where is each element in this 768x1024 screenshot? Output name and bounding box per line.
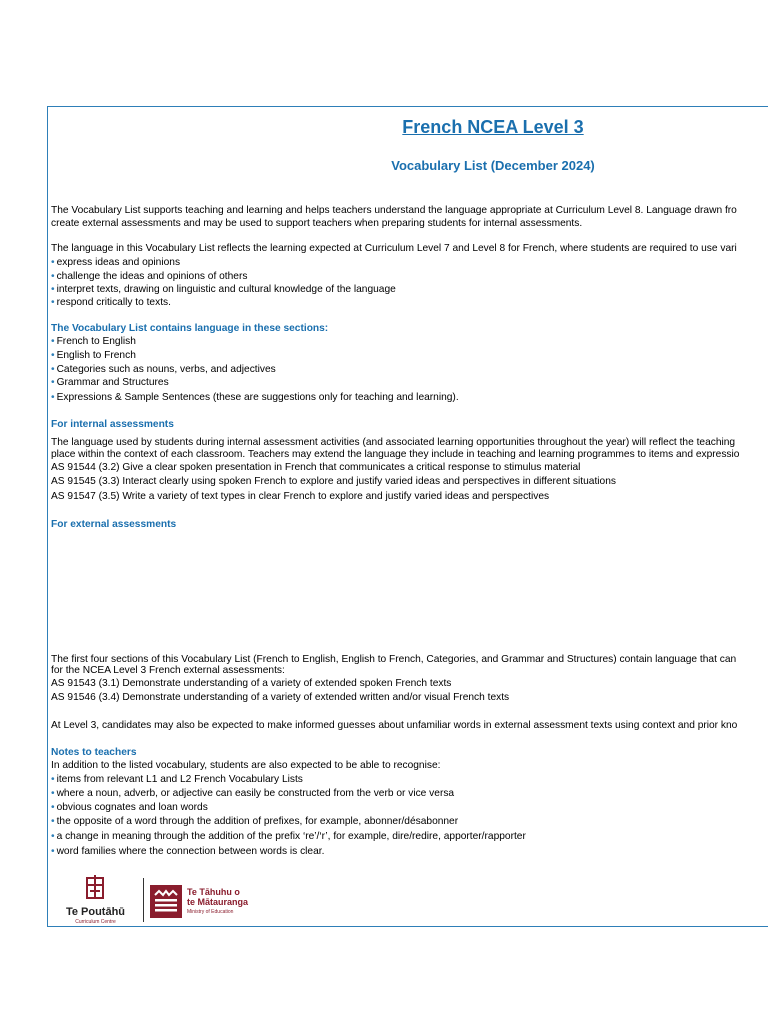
list-item: • where a noun, adverb, or adjective can easily be constructed from the verb or vice versa: [51, 788, 455, 799]
bullet-icon: •: [51, 364, 55, 375]
list-item: • French to English: [51, 336, 136, 347]
bullet-icon: •: [51, 774, 55, 785]
logo-right-subtitle: Ministry of Education: [187, 909, 234, 915]
standard-item: AS 91544 (3.2) Give a clear spoken presentation in French that communicates a critical response to stimulus material: [51, 462, 581, 473]
notes-heading: Notes to teachers: [51, 747, 137, 758]
bullet-icon: •: [51, 831, 55, 842]
list-item: • obvious cognates and loan words: [51, 802, 208, 813]
document-title: French NCEA Level 3: [402, 117, 584, 137]
list-item: • Categories such as nouns, verbs, and adjectives: [51, 364, 276, 375]
bullet-icon: •: [51, 297, 55, 308]
bullet-icon: •: [51, 377, 55, 388]
bullet-icon: •: [51, 257, 55, 268]
intro-paragraph-line: create external assessments and may be used to support teachers when preparing students for internal assessments.: [51, 218, 583, 229]
notes-intro: In addition to the listed vocabulary, students are also expected to be able to recognise:: [51, 760, 441, 771]
bullet-icon: •: [51, 392, 55, 403]
bullet-icon: •: [51, 802, 55, 813]
list-item: • express ideas and opinions: [51, 257, 181, 268]
bullet-icon: •: [51, 271, 55, 282]
list-item: • Expressions & Sample Sentences (these are suggestions only for teaching and learning).: [51, 392, 459, 403]
logo-left-subtitle: Curriculum Centre: [75, 919, 116, 925]
list-item: • challenge the ideas and opinions of others: [51, 271, 248, 282]
bullet-icon: •: [51, 788, 55, 799]
list-item: • word families where the connection between words is clear.: [51, 846, 325, 857]
list-item: • a change in meaning through the addition of the prefix ‘re’/‘r’, for example, dire/redire, apporter/rapporter: [51, 831, 526, 842]
standard-item: AS 91546 (3.4) Demonstrate understanding of a variety of extended written and/or visual French texts: [51, 692, 510, 703]
internal-heading: For internal assessments: [51, 419, 174, 430]
te-poutahu-logo: [58, 875, 133, 927]
document-subtitle: Vocabulary List (December 2024): [391, 158, 595, 173]
standard-item: AS 91543 (3.1) Demonstrate understanding of a variety of extended spoken French texts: [51, 678, 452, 689]
sections-heading: The Vocabulary List contains language in these sections:: [51, 323, 329, 334]
standard-item: AS 91545 (3.3) Interact clearly using spoken French to explore and justify varied ideas and perspectives in different situations: [51, 476, 616, 487]
list-item: • interpret texts, drawing on linguistic and cultural knowledge of the language: [51, 284, 396, 295]
ministry-of-education-logo: [150, 885, 270, 921]
logo-left-name: Te Poutāhū: [65, 906, 126, 918]
list-item: • items from relevant L1 and L2 French Vocabulary Lists: [51, 774, 303, 785]
logo-divider: [143, 878, 144, 922]
internal-paragraph-line: place within the context of each classroom. Teachers may extend the language they include in teaching and learning programmes to items and expressio: [51, 449, 740, 460]
bullet-icon: •: [51, 846, 55, 857]
ministry-emblem-icon: [150, 885, 182, 918]
bullet-icon: •: [51, 336, 55, 347]
border-gap: [47, 532, 52, 648]
poutahu-emblem-icon: [58, 875, 133, 901]
list-item: • English to French: [51, 350, 136, 361]
internal-paragraph-line: The language used by students during internal assessment activities (and associated learning opportunities throughout the year) will reflect the teaching: [51, 437, 736, 448]
logo-right-line1: Te Tāhuhu o: [187, 887, 240, 897]
list-item: • respond critically to texts.: [51, 297, 171, 308]
intro-paragraph-line: The Vocabulary List supports teaching and learning and helps teachers understand the language appropriate at Curriculum Level 8. Language drawn fro: [51, 205, 737, 216]
bullet-icon: •: [51, 350, 55, 361]
list-item: • Grammar and Structures: [51, 377, 169, 388]
bullet-icon: •: [51, 816, 55, 827]
external-paragraph-line: for the NCEA Level 3 French external assessments:: [51, 665, 285, 676]
intro-paragraph-line: The language in this Vocabulary List reflects the learning expected at Curriculum Level 7 and Level 8 for French, where students are required to use vari: [51, 243, 737, 254]
document-sheet: [47, 106, 768, 927]
bullet-icon: •: [51, 284, 55, 295]
external-paragraph-line: The first four sections of this Vocabulary List (French to English, English to French, Categories, and Grammar and Structures) contain language that can: [51, 654, 737, 665]
external-heading: For external assessments: [51, 519, 177, 530]
logo-right-line2: te Mātauranga: [187, 897, 249, 907]
standard-item: AS 91547 (3.5) Write a variety of text types in clear French to explore and justify varied ideas and perspectives: [51, 491, 550, 502]
external-paragraph-line: At Level 3, candidates may also be expected to make informed guesses about unfamiliar words in external assessment texts using context and prior kno: [51, 720, 738, 731]
list-item: • the opposite of a word through the addition of prefixes, for example, abonner/désabonner: [51, 816, 459, 827]
